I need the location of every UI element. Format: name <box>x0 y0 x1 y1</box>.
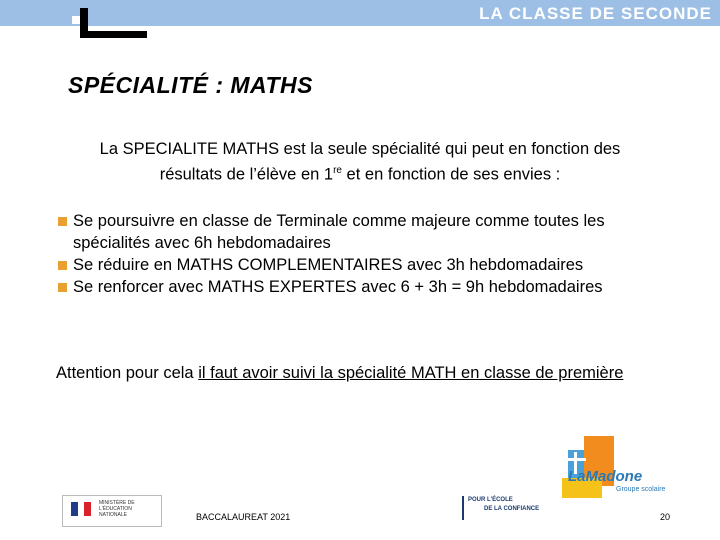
attention-note: Attention pour cela il faut avoir suivi la spécialité MATH en classe de première <box>56 364 624 382</box>
header-title: LA CLASSE DE SECONDE <box>479 4 712 23</box>
square-bullet-icon <box>58 217 67 226</box>
bullet-list <box>56 210 676 298</box>
header-bar <box>0 0 720 26</box>
bullet-item: Se poursuivre en classe de Terminale comme majeure comme toutes les spécialités avec 6h hebdomadaires <box>56 210 676 254</box>
intro-line-2a: résultats de l’élève en 1 <box>159 165 334 184</box>
cross-icon-bar <box>566 458 586 461</box>
ecole-text-2: DE LA CONFIANCE <box>484 506 540 512</box>
french-flag-icon <box>71 502 91 516</box>
madone-subtitle: Groupe scolaire <box>616 486 666 493</box>
madone-name: LaMadone <box>568 468 643 485</box>
square-bullet-icon <box>58 283 67 292</box>
lamadone-logo <box>560 432 700 504</box>
bullet-item: Se réduire en MATHS COMPLEMENTAIRES avec 3h hebdomadaires <box>56 254 676 276</box>
intro-line-1: La SPECIALITE MATHS est la seule spécialité qui peut en fonction des <box>99 140 621 158</box>
attention-underlined: il faut avoir suivi la spécialité MATH en classe de première <box>198 364 624 382</box>
intro-line-2b: et en fonction de ses envies : <box>341 165 561 184</box>
ecole-text-1: POUR L'ÉCOLE <box>468 497 513 503</box>
intro-text <box>60 138 660 186</box>
logo-bar-horizontal <box>80 31 147 38</box>
page-number: 20 <box>660 512 671 522</box>
footer-label: BACCALAUREAT 2021 <box>196 512 291 522</box>
square-bullet-icon <box>58 261 67 270</box>
logo-gap <box>72 16 80 24</box>
ministry-logo <box>62 495 162 527</box>
bullet-item: Se renforcer avec MATHS EXPERTES avec 6 + 3h = 9h hebdomadaires <box>56 276 676 298</box>
slide-title: SPÉCIALITÉ : MATHS <box>68 72 313 98</box>
ministry-text: MINISTÈRE DE L'ÉDUCATION NATIONALE <box>99 500 135 518</box>
logo-line <box>462 496 464 520</box>
ecole-confiance-logo <box>462 496 548 526</box>
intro-superscript: re <box>333 165 342 176</box>
